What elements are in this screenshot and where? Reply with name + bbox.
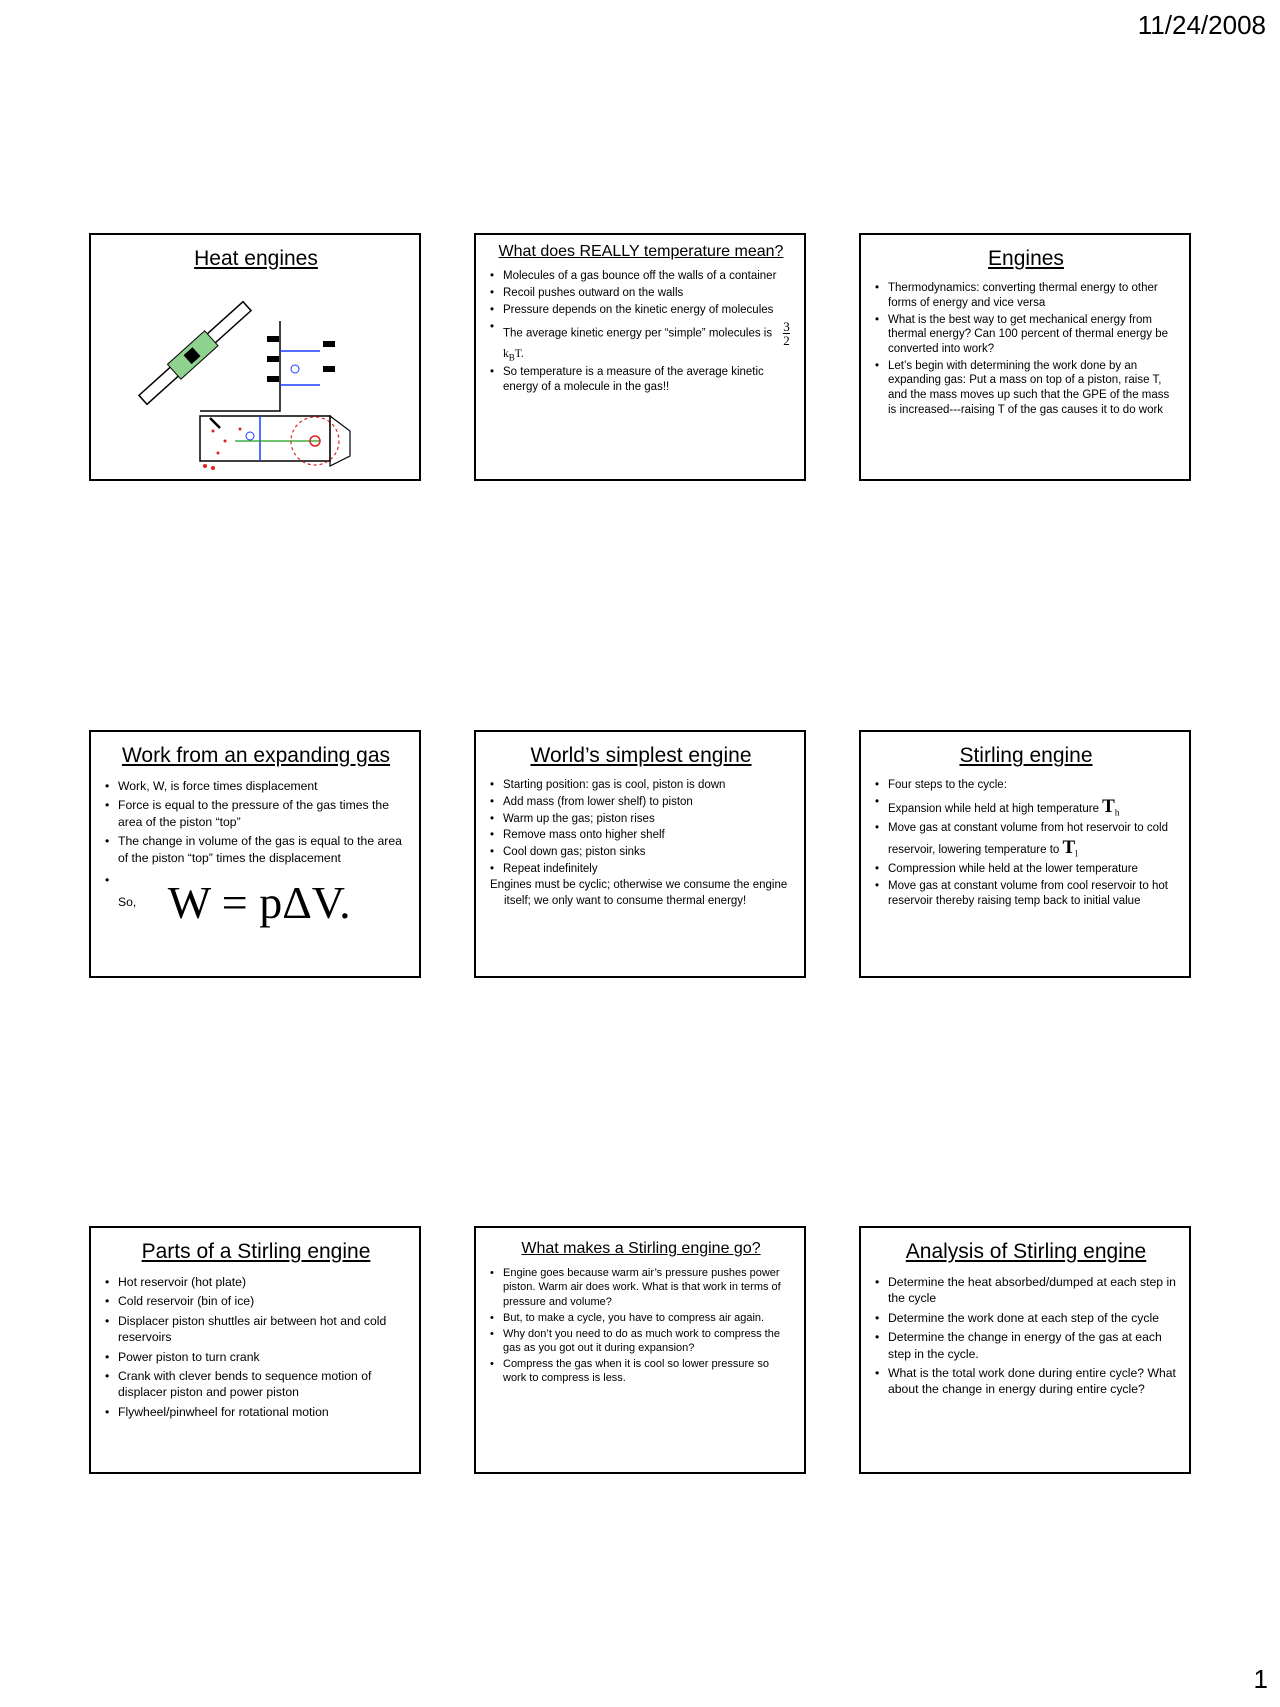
bullet: • Pressure depends on the kinetic energy of molecules (490, 303, 792, 318)
slide-title: What makes a Stirling engine go? (521, 1240, 761, 1257)
slide-note: Engines must be cyclic; otherwise we consume the engine itself; we only want to consume thermal energy! (490, 879, 788, 907)
bullet: • Repeat indefinitely (490, 862, 792, 877)
bullet: • Cool down gas; piston sinks (490, 845, 792, 860)
bullet: • Thermodynamics: converting thermal energy to other forms of energy and vice versa (875, 281, 1177, 310)
slide-stirling-engine (859, 730, 1191, 978)
bullet: • What is the total work done during entire cycle? What about the change in energy during entire cycle? (875, 1365, 1177, 1398)
slide-title: Heat engines (194, 247, 318, 270)
bullet: • Remove mass onto higher shelf (490, 828, 792, 843)
formula-sub: B (508, 351, 515, 362)
formula-t: T. (514, 347, 524, 360)
bullet: • Four steps to the cycle: (875, 778, 1177, 793)
bullet: • Let’s begin with determining the work done by an expanding gas: Put a mass on top of a piston, raise T, and the mass moves up such that the GPE of the mass is increased---raising T of the gas causes it to do work (875, 359, 1177, 418)
slide-engines (859, 233, 1191, 481)
bullet: • Displacer piston shuttles air between hot and cold reservoirs (105, 1313, 407, 1346)
bullet (875, 821, 1177, 860)
bullet: • Force is equal to the pressure of the gas times the area of the piston “top” (105, 797, 407, 830)
t-high-symbol: T (1102, 795, 1115, 817)
t-low-sub: l (1075, 848, 1078, 859)
bullet: • Cold reservoir (bin of ice) (105, 1293, 407, 1309)
bullet: • Determine the work done at each step of the cycle (875, 1310, 1177, 1326)
slide-analysis-stirling (859, 1226, 1191, 1474)
slide-work-expanding-gas (89, 730, 421, 978)
page-number: 1 (1253, 1664, 1268, 1694)
slide-heat-engines (89, 233, 421, 481)
page-date: 11/24/2008 (1137, 10, 1266, 40)
so-label: So, (118, 894, 137, 909)
slide-title: Parts of a Stirling engine (141, 1240, 371, 1263)
work-equation: W = pΔV. (167, 876, 351, 928)
bullet: • Recoil pushes outward on the walls (490, 286, 792, 301)
formula-kb: k (503, 347, 509, 360)
bullet: • Molecules of a gas bounce off the walls of a container (490, 269, 792, 284)
bullet: • Determine the change in energy of the gas at each step in the cycle. (875, 1329, 1177, 1362)
slide-title: World’s simplest engine (530, 744, 752, 767)
bullet: • Warm up the gas; piston rises (490, 812, 792, 827)
slide-stirling-go (474, 1226, 806, 1474)
t-low-symbol: T (1062, 836, 1076, 858)
bullet (875, 795, 1177, 819)
bullet-text: Expansion while held at high temperature (888, 802, 1099, 815)
bullet: • Determine the heat absorbed/dumped at each step in the cycle (875, 1274, 1177, 1307)
bullet: • Work, W, is force times displacement (105, 778, 407, 794)
slide-simplest-engine (474, 730, 806, 978)
bullet: • So temperature is a measure of the average kinetic energy of a molecule in the gas!! (490, 365, 792, 394)
bullet: • Compression while held at the lower temperature (875, 862, 1177, 877)
bullet: • Flywheel/pinwheel for rotational motion (105, 1404, 407, 1420)
bullet-text: The average kinetic energy per “simple” molecules is (503, 327, 773, 340)
formula-fraction: $\frac{3}{2}$ (783, 318, 790, 348)
bullet: • The change in volume of the gas is equal to the area of the piston “top” times the displacement (105, 833, 407, 866)
slide-title: Analysis of Stirling engine (905, 1240, 1147, 1263)
bullet: • Compress the gas when it is cool so lower pressure so work to compress is less. (490, 1357, 792, 1385)
bullet: • Power piston to turn crank (105, 1349, 407, 1365)
bullet: • Why don’t you need to do as much work to compress the gas as you got out it during expansion? (490, 1327, 792, 1355)
slide-title: Engines (988, 247, 1064, 270)
bullet: • Starting position: gas is cool, piston is down (490, 778, 792, 793)
bullet-equation (105, 872, 407, 934)
bullet: • What is the best way to get mechanical energy from thermal energy? Can 100 percent of thermal energy be converted into work? (875, 313, 1177, 357)
slide-temperature (474, 233, 806, 481)
bullet: • But, to make a cycle, you have to compress air again. (490, 1311, 792, 1325)
slide-title: Stirling engine (959, 744, 1093, 767)
heat-engine-diagram (105, 281, 405, 471)
bullet: • Crank with clever bends to sequence motion of displacer piston and power piston (105, 1368, 407, 1401)
slide-title: What does REALLY temperature mean? (498, 243, 784, 260)
slide-title: Work from an expanding gas (121, 744, 391, 767)
bullet-with-formula (490, 320, 792, 364)
bullet: • Hot reservoir (hot plate) (105, 1274, 407, 1290)
t-high-sub: h (1114, 807, 1120, 818)
slide-parts-stirling (89, 1226, 421, 1474)
bullet: • Move gas at constant volume from cool reservoir to hot reservoir thereby raising temp back to initial value (875, 879, 1177, 908)
bullet: • Add mass (from lower shelf) to piston (490, 795, 792, 810)
bullet-text: Move gas at constant volume from hot reservoir to cold reservoir, lowering temperature to (888, 822, 1168, 856)
bullet: • Engine goes because warm air’s pressure pushes power piston. Warm air does work. What is that work in terms of pressure and volume? (490, 1266, 792, 1308)
